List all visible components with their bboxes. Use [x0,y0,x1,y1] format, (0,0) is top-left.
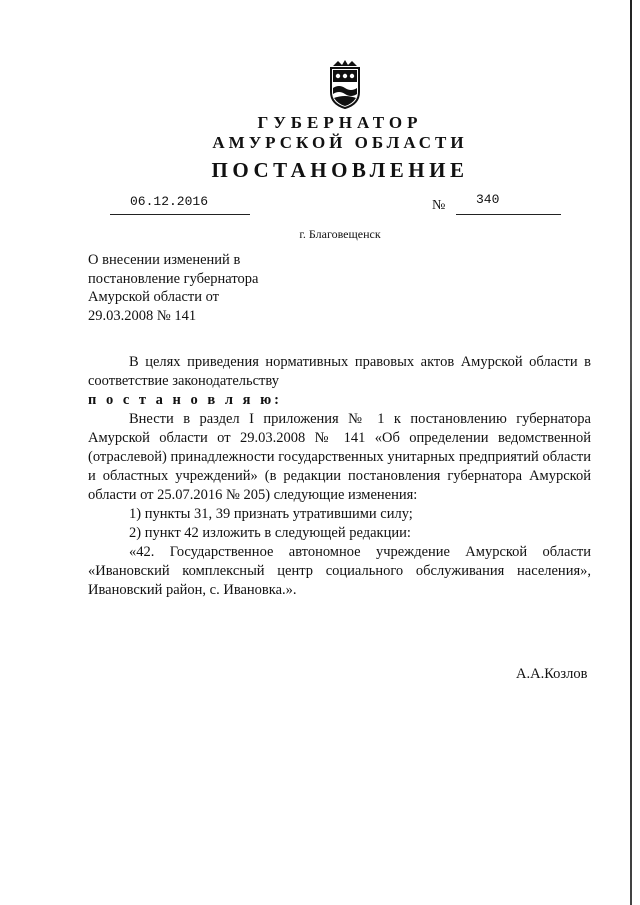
signer-name: А.А.Козлов [516,666,588,682]
document-date: 06.12.2016 [130,194,209,209]
document-number: 340 [476,192,500,207]
subject-line: постановление губернатора [88,270,259,287]
document-type-title: ПОСТАНОВЛЕНИЕ [211,158,469,182]
preamble-paragraph: В целях приведения нормативных правовых актов Амурской области в соответствие законодательству [88,354,591,389]
document-body [88,353,591,600]
document-subject [88,251,348,325]
header-governor: ГУБЕРНАТОР [257,113,423,132]
number-underline [456,214,561,215]
decree-word: п о с т а н о в л я ю: [88,392,282,408]
coat-of-arms-emblem [325,58,365,110]
subject-line: О внесении изменений в [88,252,241,268]
item-2-paragraph: 2) пункт 42 изложить в следующей редакции: [129,525,411,541]
main-paragraph: Внести в раздел I приложения № 1 к постановлению губернатора Амурской области от 29.03.2008 № 141 «Об определении ведомственной (отраслевой) принадлежности государственных унитарных предприятий области и областных учреждений» (в редакции постановления губернатора Амурской области от 25.07.2016 № 205) следующие изменения: [88,411,591,503]
quoted-text-paragraph: «42. Государственное автономное учреждение Амурской области «Ивановский комплексный центр социального обслуживания населения», Ивановский район, с. Ивановка.». [88,544,591,598]
item-1-paragraph: 1) пункты 31, 39 признать утратившими силу; [129,506,413,522]
subject-line: 29.03.2008 № 141 [88,307,197,324]
date-underline [110,214,250,215]
number-sign: № [432,198,446,213]
header-region: АМУРСКОЙ ОБЛАСТИ [212,133,468,152]
city-name: г. Благовещенск [299,227,381,241]
subject-line: Амурской области от [88,289,220,305]
